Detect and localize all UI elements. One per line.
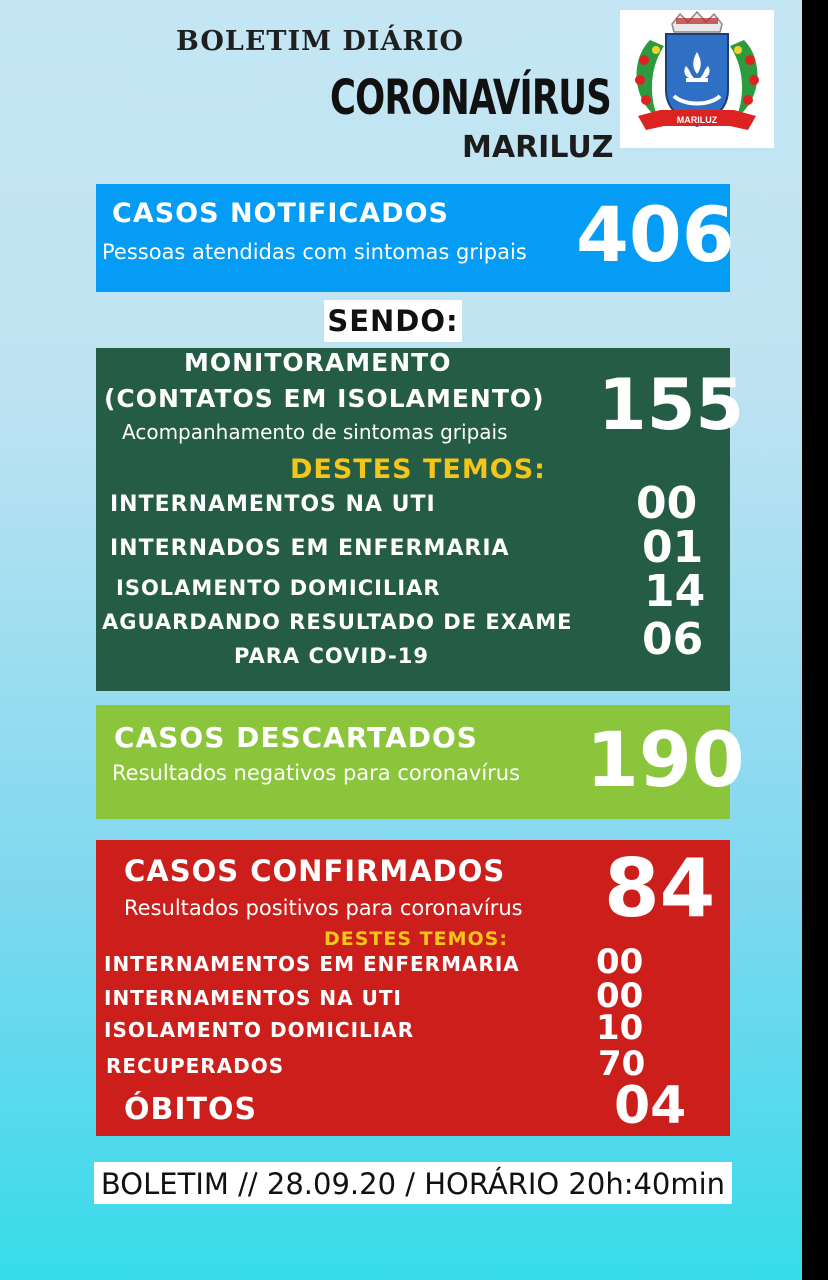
discarded-cases-title: CASOS DESCARTADOS xyxy=(114,721,478,754)
city-coat-of-arms xyxy=(620,10,774,148)
confirmed-row-value: 70 xyxy=(598,1044,646,1084)
confirmed-row-label: INTERNAMENTOS EM ENFERMARIA xyxy=(104,952,520,976)
confirmed-row-value: 00 xyxy=(596,942,644,982)
monitoring-row-label: ISOLAMENTO DOMICILIAR xyxy=(116,576,441,600)
monitoring-row-value: 06 xyxy=(642,614,704,665)
monitoring-row-label-line2: PARA COVID-19 xyxy=(234,644,429,668)
discarded-cases-subtitle: Resultados negativos para coronavírus xyxy=(112,761,521,785)
confirmed-cases-title: CASOS CONFIRMADOS xyxy=(124,854,506,888)
confirmed-cases-value: 84 xyxy=(604,842,716,935)
confirmed-deaths-label: ÓBITOS xyxy=(124,1092,258,1127)
monitoring-row-value: 00 xyxy=(636,478,698,529)
notified-cases-subtitle: Pessoas atendidas com sintomas gripais xyxy=(102,240,527,264)
header-title-boletim: BOLETIM DIÁRIO xyxy=(176,26,464,57)
confirmed-deaths-value: 04 xyxy=(614,1076,687,1136)
confirmed-row-label: ISOLAMENTO DOMICILIAR xyxy=(104,1018,415,1042)
header-title-coronavirus: CORONAVÍRUS xyxy=(330,70,611,126)
confirmed-cases-panel xyxy=(96,840,730,1136)
monitoring-row-label: AGUARDANDO RESULTADO DE EXAME xyxy=(102,610,573,634)
header-title-city: MARILUZ xyxy=(462,130,614,165)
monitoring-row-value: 01 xyxy=(642,522,704,573)
confirmed-row-label: INTERNAMENTOS NA UTI xyxy=(104,986,402,1010)
monitoring-subtitle: Acompanhamento de sintomas gripais xyxy=(122,420,508,444)
coat-of-arms-icon xyxy=(620,10,774,148)
sendo-label: SENDO: xyxy=(324,300,462,342)
discarded-cases-panel xyxy=(96,705,745,819)
monitoring-destes-label: DESTES TEMOS: xyxy=(290,454,546,485)
monitoring-panel xyxy=(96,348,745,691)
confirmed-row-value: 10 xyxy=(596,1008,644,1048)
discarded-cases-value: 190 xyxy=(586,715,745,804)
confirmed-destes-label: DESTES TEMOS: xyxy=(324,928,508,950)
notified-cases-title: CASOS NOTIFICADOS xyxy=(112,198,449,229)
monitoring-value: 155 xyxy=(598,364,745,446)
monitoring-title-line2: (CONTATOS EM ISOLAMENTO) xyxy=(104,384,545,413)
confirmed-cases-subtitle: Resultados positivos para coronavírus xyxy=(124,896,523,920)
crest-ribbon-text: MARILUZ xyxy=(676,115,718,125)
confirmed-row-value: 00 xyxy=(596,976,644,1016)
monitoring-row-value: 14 xyxy=(644,566,706,617)
bulletin-footer: BOLETIM // 28.09.20 / HORÁRIO 20h:40min xyxy=(94,1162,732,1204)
monitoring-row-label: INTERNAMENTOS NA UTI xyxy=(110,492,436,517)
monitoring-title-line1: MONITORAMENTO xyxy=(184,348,452,377)
confirmed-row-label: RECUPERADOS xyxy=(106,1054,285,1078)
notified-cases-panel xyxy=(96,184,735,292)
notified-cases-value: 406 xyxy=(576,190,735,279)
monitoring-row-label: INTERNADOS EM ENFERMARIA xyxy=(110,536,510,561)
